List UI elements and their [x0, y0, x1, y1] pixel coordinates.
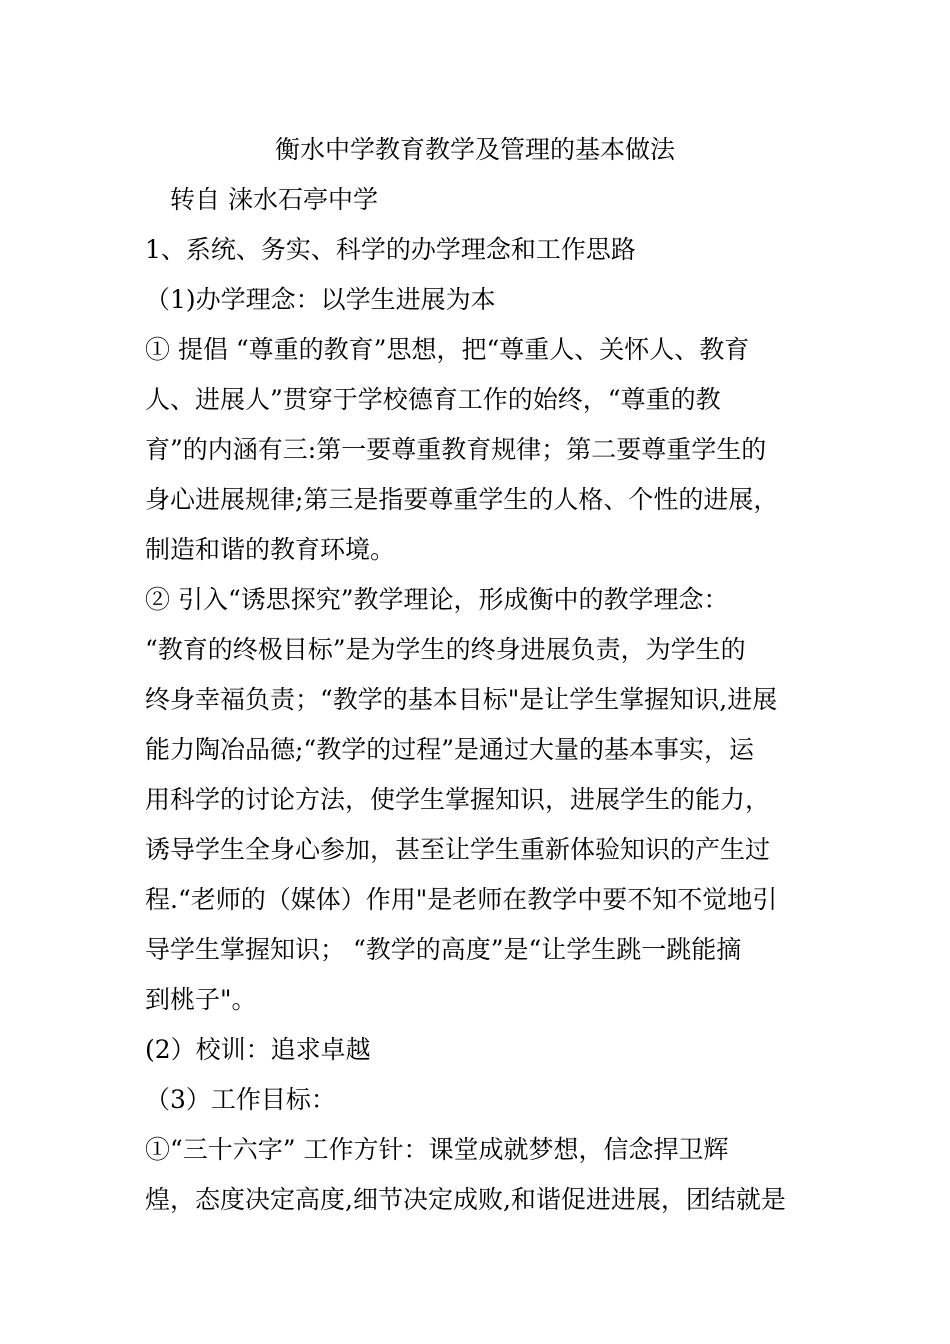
subsection-heading: （3）工作目标： — [145, 1085, 336, 1114]
paragraph-line: 育”的内涵有三:第一要尊重教育规律；第二要尊重学生的 — [145, 435, 767, 464]
paragraph-line: 导学生掌握知识； “教学的高度”是“让学生跳一跳能摘 — [145, 935, 742, 964]
subsection-heading: (2）校训：追求卓越 — [145, 1035, 371, 1064]
paragraph-line: 能力陶冶品德;“教学的过程”是通过大量的基本事实，运 — [145, 735, 754, 764]
section-heading: 1、系统、务实、科学的办学理念和工作思路 — [145, 235, 636, 264]
paragraph-line: 诱导学生全身心参加，甚至让学生重新体验知识的产生过 — [145, 835, 771, 864]
paragraph-line: 煌，态度决定高度,细节决定成败,和谐促进进展，团结就是 — [145, 1185, 786, 1214]
paragraph-line: 终身幸福负责；“教学的基本目标"是让学生掌握知识,进展 — [145, 685, 778, 714]
paragraph-line: “教育的终极目标”是为学生的终身进展负责，为学生的 — [145, 635, 746, 664]
paragraph-line: ① 提倡 “尊重的教育”思想，把“尊重人、关怀人、教育 — [145, 335, 750, 364]
paragraph-line: 用科学的讨论方法，使学生掌握知识，进展学生的能力， — [145, 785, 771, 814]
paragraph-line: 身心进展规律;第三是指要尊重学生的人格、个性的进展， — [145, 485, 779, 514]
document-title: 衡水中学教育教学及管理的基本做法 — [274, 135, 675, 164]
paragraph-line: 程.“老师的（媒体）作用"是老师在教学中要不知不觉地引 — [145, 885, 778, 914]
source-line: 转自 涞水石亭中学 — [145, 185, 378, 214]
paragraph-line: 人、进展人”贯穿于学校德育工作的始终，“尊重的教 — [145, 385, 721, 414]
subsection-heading: （1)办学理念：以学生进展为本 — [145, 285, 496, 314]
paragraph-line: 制造和谐的教育环境。 — [145, 535, 396, 564]
paragraph-line: 到桃子"。 — [145, 985, 257, 1014]
paragraph-line: ② 引入“诱思探究”教学理论，形成衡中的教学理念： — [145, 585, 729, 614]
paragraph-line: ①“三十六字” 工作方针：课堂成就梦想，信念捍卫辉 — [145, 1135, 729, 1164]
